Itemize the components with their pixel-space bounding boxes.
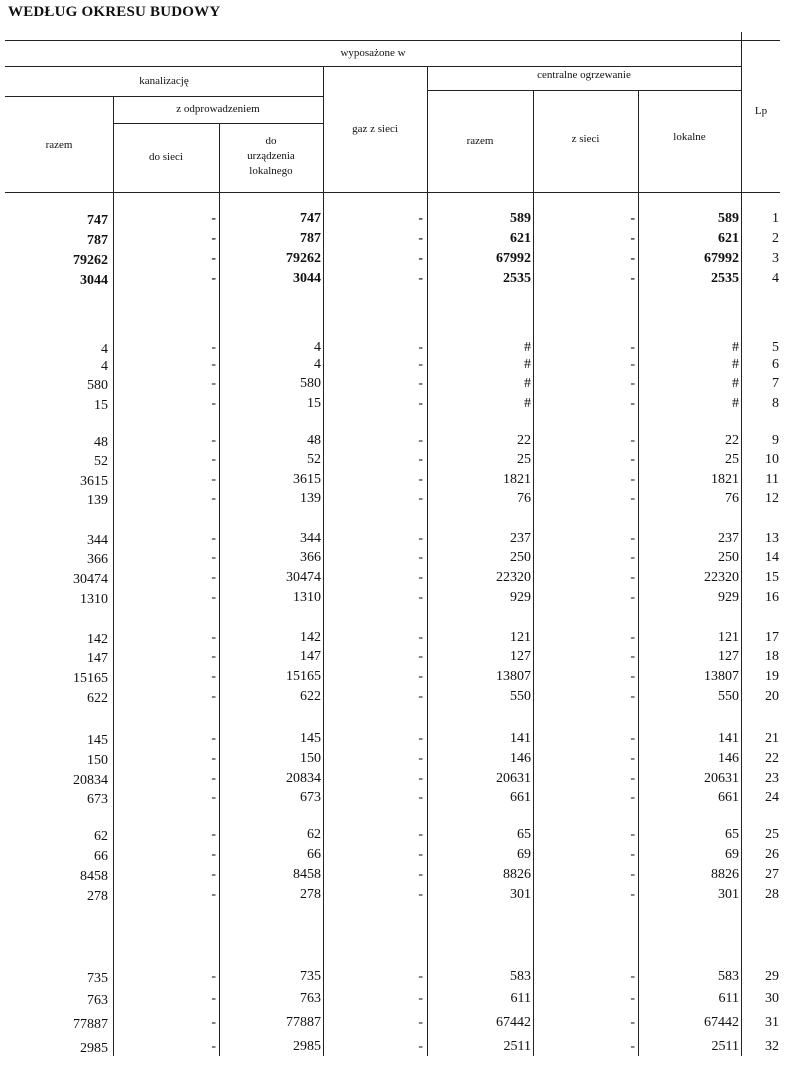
cell-do-urz: 77887 xyxy=(286,1015,321,1030)
cell-gaz: - xyxy=(418,669,423,684)
cell-gaz: - xyxy=(418,211,423,226)
cell-lp: 10 xyxy=(765,452,779,467)
cell-lp: 31 xyxy=(765,1015,779,1030)
cell-gaz: - xyxy=(418,452,423,467)
cell-lokalne: 67442 xyxy=(704,1015,739,1030)
cell-razem: 62 xyxy=(94,829,108,844)
cell-gaz: - xyxy=(418,827,423,842)
cell-gaz: - xyxy=(418,433,423,448)
cell-z-sieci: - xyxy=(630,340,635,355)
cell-do-sieci: - xyxy=(211,357,216,372)
cell-co-razem: 65 xyxy=(517,827,531,842)
cell-gaz: - xyxy=(418,590,423,605)
cell-z-sieci: - xyxy=(630,231,635,246)
cell-z-sieci: - xyxy=(630,731,635,746)
cell-lp: 12 xyxy=(765,491,779,506)
cell-razem: 8458 xyxy=(80,869,108,884)
cell-razem: 139 xyxy=(87,493,108,508)
cell-z-sieci: - xyxy=(630,790,635,805)
cell-gaz: - xyxy=(418,396,423,411)
cell-gaz: - xyxy=(418,357,423,372)
cell-gaz: - xyxy=(418,491,423,506)
cell-do-urz: 147 xyxy=(300,649,321,664)
header-co-razem: razem xyxy=(466,135,494,147)
header-do-urzadzenia: do urządzenia lokalnego xyxy=(247,135,295,177)
cell-razem: 15165 xyxy=(73,671,108,686)
header-z-odprowadzeniem: z odprowadzeniem xyxy=(176,103,260,115)
cell-lp: 21 xyxy=(765,731,779,746)
cell-lokalne: 20631 xyxy=(704,771,739,786)
cell-lp: 18 xyxy=(765,649,779,664)
cell-lokalne: 550 xyxy=(718,689,739,704)
cell-co-razem: 2511 xyxy=(503,1039,531,1054)
cell-lp: 32 xyxy=(765,1039,779,1054)
cell-gaz: - xyxy=(418,1015,423,1030)
cell-do-sieci: - xyxy=(211,251,216,266)
cell-z-sieci: - xyxy=(630,669,635,684)
cell-do-sieci: - xyxy=(211,847,216,862)
cell-do-sieci: - xyxy=(211,827,216,842)
cell-co-razem: 583 xyxy=(510,969,531,984)
cell-do-urz: 4 xyxy=(314,340,321,355)
header-do-sieci: do sieci xyxy=(149,151,183,163)
cell-z-sieci: - xyxy=(630,630,635,645)
cell-lokalne: 1821 xyxy=(711,472,739,487)
cell-gaz: - xyxy=(418,867,423,882)
cell-do-urz: 622 xyxy=(300,689,321,704)
cell-do-sieci: - xyxy=(211,867,216,882)
cell-co-razem: 8826 xyxy=(503,867,531,882)
cell-lokalne: 25 xyxy=(725,452,739,467)
cell-z-sieci: - xyxy=(630,357,635,372)
cell-lokalne: # xyxy=(732,396,739,411)
cell-co-razem: 250 xyxy=(510,550,531,565)
cell-gaz: - xyxy=(418,251,423,266)
cell-co-razem: 237 xyxy=(510,531,531,546)
cell-do-urz: 79262 xyxy=(286,251,321,266)
cell-gaz: - xyxy=(418,340,423,355)
cell-lokalne: 2511 xyxy=(711,1039,739,1054)
cell-razem: 150 xyxy=(87,753,108,768)
cell-z-sieci: - xyxy=(630,689,635,704)
cell-co-razem: 69 xyxy=(517,847,531,862)
cell-do-sieci: - xyxy=(211,969,216,984)
cell-co-razem: 20631 xyxy=(496,771,531,786)
cell-do-sieci: - xyxy=(211,689,216,704)
cell-co-razem: # xyxy=(524,357,531,372)
header-razem: razem xyxy=(45,139,73,151)
cell-do-urz: 62 xyxy=(307,827,321,842)
cell-co-razem: # xyxy=(524,340,531,355)
cell-lokalne: 65 xyxy=(725,827,739,842)
cell-lp: 8 xyxy=(772,396,779,411)
cell-lokalne: 127 xyxy=(718,649,739,664)
cell-lokalne: 22320 xyxy=(704,570,739,585)
cell-razem: 3615 xyxy=(80,474,108,489)
cell-razem: 2985 xyxy=(80,1041,108,1056)
cell-lokalne: # xyxy=(732,340,739,355)
cell-do-sieci: - xyxy=(211,531,216,546)
cell-razem: 4 xyxy=(101,342,108,357)
cell-z-sieci: - xyxy=(630,396,635,411)
cell-gaz: - xyxy=(418,751,423,766)
cell-co-razem: 661 xyxy=(510,790,531,805)
cell-lp: 13 xyxy=(765,531,779,546)
cell-do-urz: 2985 xyxy=(293,1039,321,1054)
cell-razem: 30474 xyxy=(73,572,108,587)
cell-do-urz: 150 xyxy=(300,751,321,766)
cell-lp: 3 xyxy=(772,251,779,266)
cell-lp: 4 xyxy=(772,271,779,286)
cell-do-urz: 142 xyxy=(300,630,321,645)
cell-lp: 2 xyxy=(772,231,779,246)
cell-lp: 28 xyxy=(765,887,779,902)
cell-gaz: - xyxy=(418,472,423,487)
cell-z-sieci: - xyxy=(630,211,635,226)
cell-razem: 3044 xyxy=(80,273,108,288)
cell-z-sieci: - xyxy=(630,570,635,585)
cell-lokalne: 589 xyxy=(718,211,739,226)
cell-co-razem: 621 xyxy=(510,231,531,246)
cell-do-urz: 48 xyxy=(307,433,321,448)
cell-do-urz: 344 xyxy=(300,531,321,546)
cell-lp: 16 xyxy=(765,590,779,605)
header-bottom-rule xyxy=(5,192,780,193)
cell-do-sieci: - xyxy=(211,396,216,411)
cell-do-sieci: - xyxy=(211,433,216,448)
cell-lp: 22 xyxy=(765,751,779,766)
cell-gaz: - xyxy=(418,550,423,565)
cell-z-sieci: - xyxy=(630,433,635,448)
cell-razem: 747 xyxy=(87,213,108,228)
cell-z-sieci: - xyxy=(630,771,635,786)
cell-lokalne: 141 xyxy=(718,731,739,746)
cell-lp: 7 xyxy=(772,376,779,391)
cell-co-razem: 67992 xyxy=(496,251,531,266)
cell-lp: 23 xyxy=(765,771,779,786)
cell-co-razem: 22320 xyxy=(496,570,531,585)
cell-lokalne: 13807 xyxy=(704,669,739,684)
cell-lokalne: 583 xyxy=(718,969,739,984)
cell-lp: 25 xyxy=(765,827,779,842)
cell-co-razem: 550 xyxy=(510,689,531,704)
cell-razem: 787 xyxy=(87,233,108,248)
cell-razem: 79262 xyxy=(73,253,108,268)
cell-z-sieci: - xyxy=(630,376,635,391)
cell-co-razem: 141 xyxy=(510,731,531,746)
cell-lp: 11 xyxy=(765,472,779,487)
cell-z-sieci: - xyxy=(630,1039,635,1054)
cell-lp: 1 xyxy=(772,211,779,226)
cell-do-urz: 580 xyxy=(300,376,321,391)
cell-z-sieci: - xyxy=(630,991,635,1006)
cell-do-urz: 20834 xyxy=(286,771,321,786)
header-kanalizacje: kanalizację xyxy=(139,75,189,87)
cell-co-razem: 22 xyxy=(517,433,531,448)
cell-z-sieci: - xyxy=(630,251,635,266)
cell-razem: 15 xyxy=(94,398,108,413)
header-rule-3 xyxy=(113,123,323,124)
cell-gaz: - xyxy=(418,991,423,1006)
cell-z-sieci: - xyxy=(630,847,635,862)
cell-do-urz: 3615 xyxy=(293,472,321,487)
cell-do-urz: 747 xyxy=(300,211,321,226)
cell-co-razem: # xyxy=(524,376,531,391)
cell-do-urz: 66 xyxy=(307,847,321,862)
cell-lokalne: # xyxy=(732,357,739,372)
cell-razem: 4 xyxy=(101,359,108,374)
cell-do-urz: 15165 xyxy=(286,669,321,684)
cell-razem: 278 xyxy=(87,889,108,904)
cell-do-sieci: - xyxy=(211,472,216,487)
cell-z-sieci: - xyxy=(630,649,635,664)
cell-do-sieci: - xyxy=(211,887,216,902)
cell-razem: 77887 xyxy=(73,1017,108,1032)
cell-do-sieci: - xyxy=(211,231,216,246)
cell-do-urz: 8458 xyxy=(293,867,321,882)
cell-lokalne: 301 xyxy=(718,887,739,902)
cell-lokalne: 611 xyxy=(718,991,739,1006)
cell-z-sieci: - xyxy=(630,550,635,565)
cell-gaz: - xyxy=(418,1039,423,1054)
cell-co-razem: # xyxy=(524,396,531,411)
cell-do-urz: 30474 xyxy=(286,570,321,585)
cell-z-sieci: - xyxy=(630,1015,635,1030)
header-lokalne: lokalne xyxy=(673,131,706,143)
cell-gaz: - xyxy=(418,649,423,664)
cell-do-urz: 139 xyxy=(300,491,321,506)
cell-do-sieci: - xyxy=(211,790,216,805)
cell-do-sieci: - xyxy=(211,452,216,467)
cell-do-sieci: - xyxy=(211,1015,216,1030)
table-top-rule xyxy=(5,40,780,41)
header-rule-1 xyxy=(5,66,741,67)
cell-lp: 19 xyxy=(765,669,779,684)
cell-razem: 580 xyxy=(87,378,108,393)
cell-z-sieci: - xyxy=(630,969,635,984)
cell-co-razem: 76 xyxy=(517,491,531,506)
cell-gaz: - xyxy=(418,630,423,645)
cell-gaz: - xyxy=(418,847,423,862)
cell-co-razem: 127 xyxy=(510,649,531,664)
cell-z-sieci: - xyxy=(630,531,635,546)
cell-co-razem: 25 xyxy=(517,452,531,467)
cell-do-sieci: - xyxy=(211,731,216,746)
cell-do-urz: 735 xyxy=(300,969,321,984)
cell-razem: 735 xyxy=(87,971,108,986)
cell-razem: 366 xyxy=(87,552,108,567)
cell-do-sieci: - xyxy=(211,751,216,766)
cell-do-sieci: - xyxy=(211,211,216,226)
cell-do-sieci: - xyxy=(211,991,216,1006)
cell-lokalne: 76 xyxy=(725,491,739,506)
cell-lp: 20 xyxy=(765,689,779,704)
cell-lokalne: 22 xyxy=(725,433,739,448)
cell-z-sieci: - xyxy=(630,472,635,487)
cell-gaz: - xyxy=(418,790,423,805)
cell-do-sieci: - xyxy=(211,590,216,605)
cell-do-urz: 4 xyxy=(314,357,321,372)
cell-lp: 14 xyxy=(765,550,779,565)
cell-lokalne: 67992 xyxy=(704,251,739,266)
cell-do-sieci: - xyxy=(211,1039,216,1054)
cell-lokalne: 69 xyxy=(725,847,739,862)
cell-do-sieci: - xyxy=(211,376,216,391)
cell-z-sieci: - xyxy=(630,590,635,605)
cell-razem: 622 xyxy=(87,691,108,706)
cell-lp: 27 xyxy=(765,867,779,882)
cell-do-urz: 366 xyxy=(300,550,321,565)
cell-lokalne: # xyxy=(732,376,739,391)
cell-gaz: - xyxy=(418,969,423,984)
cell-co-razem: 121 xyxy=(510,630,531,645)
cell-gaz: - xyxy=(418,271,423,286)
cell-lp: 29 xyxy=(765,969,779,984)
cell-lp: 17 xyxy=(765,630,779,645)
cell-do-urz: 1310 xyxy=(293,590,321,605)
cell-do-sieci: - xyxy=(211,271,216,286)
cell-razem: 763 xyxy=(87,993,108,1008)
cell-gaz: - xyxy=(418,887,423,902)
cell-do-urz: 3044 xyxy=(293,271,321,286)
cell-lokalne: 661 xyxy=(718,790,739,805)
cell-lp: 9 xyxy=(772,433,779,448)
cell-lokalne: 621 xyxy=(718,231,739,246)
cell-do-sieci: - xyxy=(211,771,216,786)
cell-do-sieci: - xyxy=(211,649,216,664)
cell-razem: 147 xyxy=(87,651,108,666)
cell-lp: 15 xyxy=(765,570,779,585)
cell-co-razem: 146 xyxy=(510,751,531,766)
page-title: WEDŁUG OKRESU BUDOWY xyxy=(8,4,221,20)
cell-gaz: - xyxy=(418,570,423,585)
cell-do-urz: 278 xyxy=(300,887,321,902)
cell-do-sieci: - xyxy=(211,491,216,506)
header-lp: Lp xyxy=(754,105,768,117)
cell-do-urz: 52 xyxy=(307,452,321,467)
cell-do-sieci: - xyxy=(211,570,216,585)
cell-do-sieci: - xyxy=(211,550,216,565)
cell-razem: 66 xyxy=(94,849,108,864)
cell-lp: 30 xyxy=(765,991,779,1006)
cell-gaz: - xyxy=(418,689,423,704)
header-centralne-ogrzewanie: centralne ogrzewanie xyxy=(537,69,631,81)
cell-razem: 673 xyxy=(87,792,108,807)
cell-z-sieci: - xyxy=(630,491,635,506)
cell-co-razem: 301 xyxy=(510,887,531,902)
cell-z-sieci: - xyxy=(630,751,635,766)
cell-lp: 5 xyxy=(772,340,779,355)
cell-razem: 142 xyxy=(87,632,108,647)
cell-gaz: - xyxy=(418,771,423,786)
cell-do-urz: 787 xyxy=(300,231,321,246)
cell-razem: 1310 xyxy=(80,592,108,607)
cell-lp: 26 xyxy=(765,847,779,862)
cell-do-urz: 145 xyxy=(300,731,321,746)
cell-gaz: - xyxy=(418,231,423,246)
cell-do-sieci: - xyxy=(211,340,216,355)
cell-razem: 145 xyxy=(87,733,108,748)
cell-razem: 20834 xyxy=(73,773,108,788)
cell-do-urz: 763 xyxy=(300,991,321,1006)
cell-do-sieci: - xyxy=(211,669,216,684)
header-rule-4 xyxy=(427,90,741,91)
cell-lokalne: 8826 xyxy=(711,867,739,882)
cell-lokalne: 929 xyxy=(718,590,739,605)
cell-z-sieci: - xyxy=(630,271,635,286)
cell-co-razem: 929 xyxy=(510,590,531,605)
cell-z-sieci: - xyxy=(630,887,635,902)
cell-z-sieci: - xyxy=(630,867,635,882)
cell-lp: 6 xyxy=(772,357,779,372)
cell-razem: 344 xyxy=(87,533,108,548)
cell-z-sieci: - xyxy=(630,452,635,467)
cell-do-urz: 673 xyxy=(300,790,321,805)
cell-lokalne: 250 xyxy=(718,550,739,565)
cell-co-razem: 13807 xyxy=(496,669,531,684)
cell-gaz: - xyxy=(418,731,423,746)
header-rule-2 xyxy=(5,96,323,97)
cell-co-razem: 67442 xyxy=(496,1015,531,1030)
cell-lp: 24 xyxy=(765,790,779,805)
cell-do-urz: 15 xyxy=(307,396,321,411)
cell-co-razem: 1821 xyxy=(503,472,531,487)
cell-lokalne: 121 xyxy=(718,630,739,645)
cell-co-razem: 2535 xyxy=(503,271,531,286)
cell-razem: 48 xyxy=(94,435,108,450)
cell-lokalne: 146 xyxy=(718,751,739,766)
cell-gaz: - xyxy=(418,531,423,546)
cell-z-sieci: - xyxy=(630,827,635,842)
header-z-sieci: z sieci xyxy=(571,133,600,145)
cell-co-razem: 589 xyxy=(510,211,531,226)
cell-gaz: - xyxy=(418,376,423,391)
cell-do-sieci: - xyxy=(211,630,216,645)
header-gaz-z-sieci: gaz z sieci xyxy=(352,123,398,135)
cell-co-razem: 611 xyxy=(510,991,531,1006)
header-wyposazone: wyposażone w xyxy=(340,47,406,59)
cell-lokalne: 237 xyxy=(718,531,739,546)
cell-lokalne: 2535 xyxy=(711,271,739,286)
cell-razem: 52 xyxy=(94,454,108,469)
